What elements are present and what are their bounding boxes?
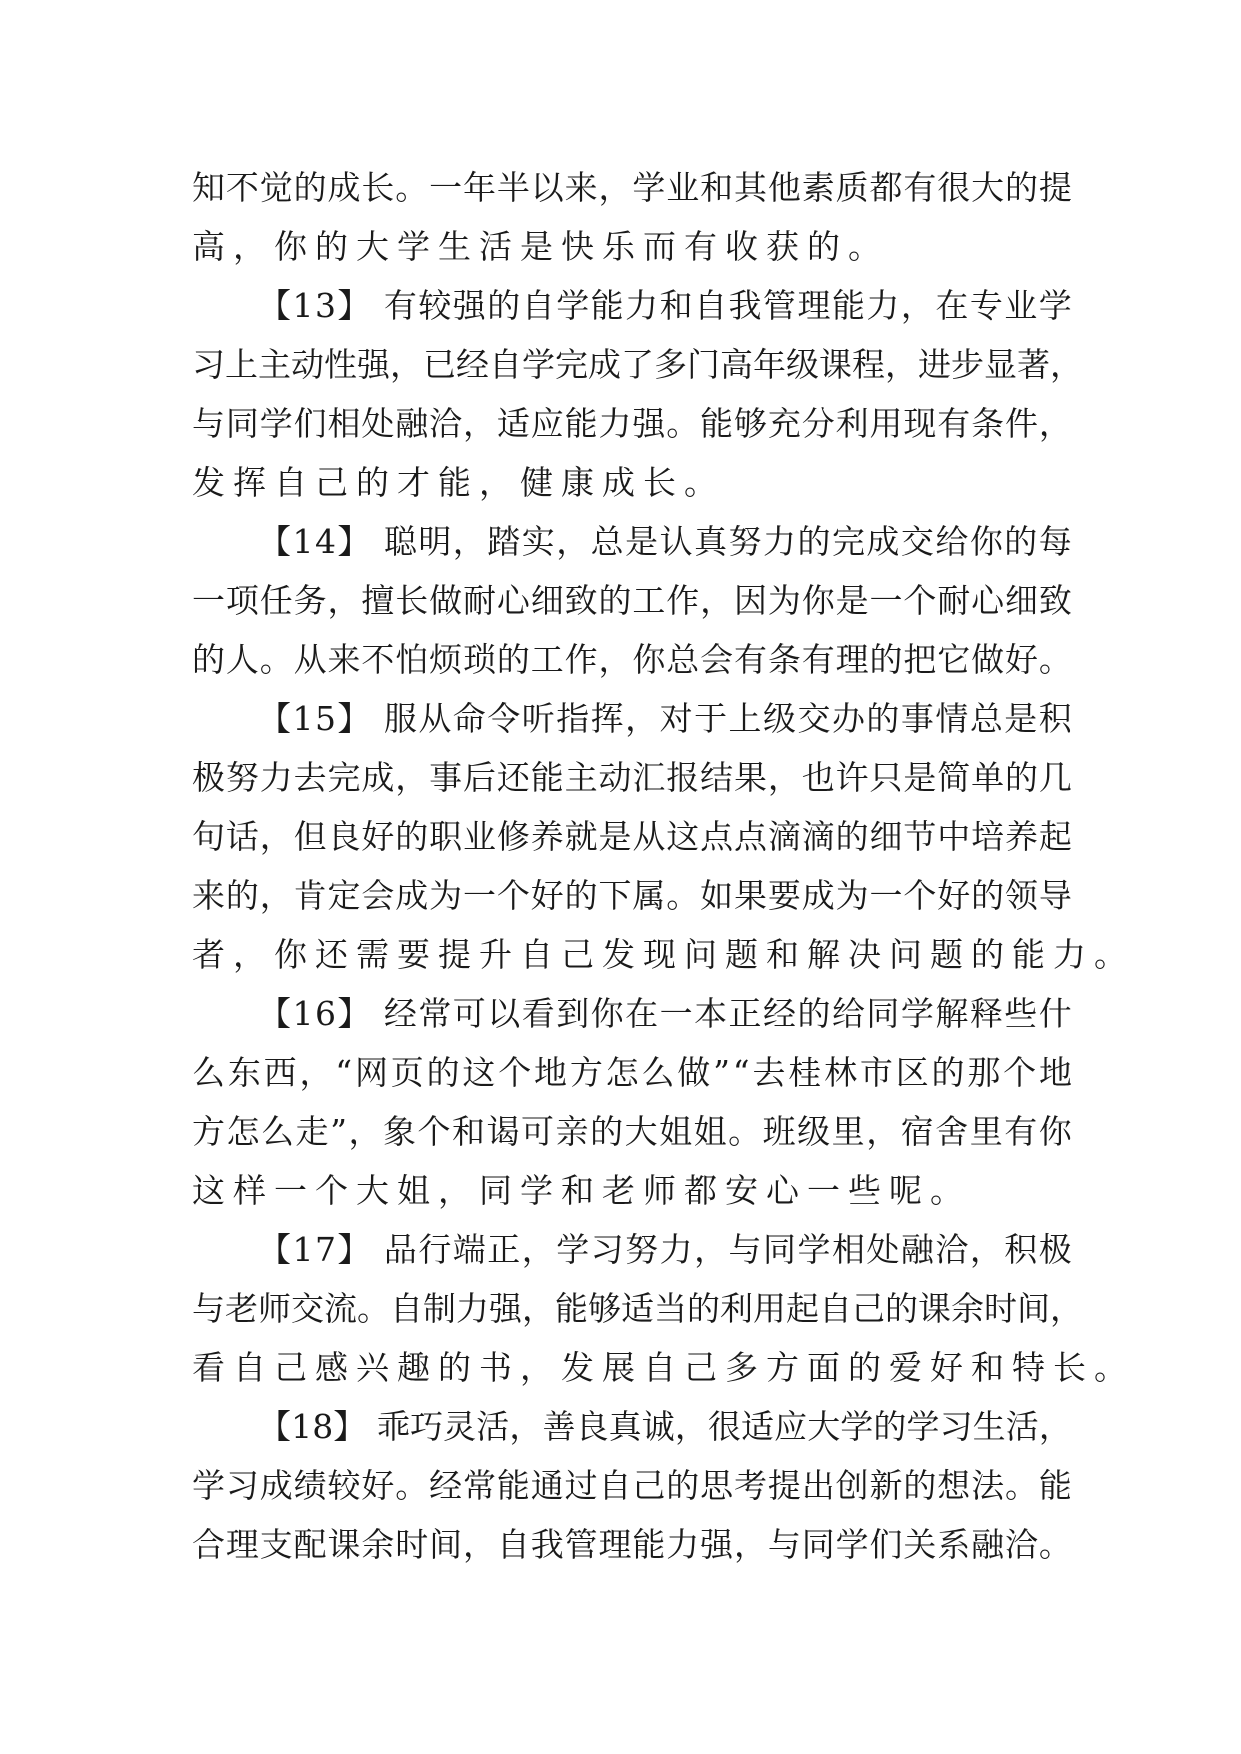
text-line: 合 理 支 配 课 余 时 间 ， 自 我 管 理 能 力 强 ， 与 同 学 们 关 系 融 洽 。 (192, 1525, 1072, 1564)
text-line: 学 习 成 绩 较 好 。 经 常 能 通 过 自 己 的 思 考 提 出 创 新 的 想 法 。 能 (192, 1466, 1072, 1505)
text-line: 发挥自己的才能，健康成长。 (192, 463, 725, 502)
text-line: 的 人 。 从 来 不 怕 烦 琐 的 工 作 ， 你 总 会 有 条 有 理 的 把 它 做 好 。 (192, 640, 1072, 679)
text-line: 一 项 任 务 ， 擅 长 做 耐 心 细 致 的 工 作 ， 因 为 你 是 一 个 耐 心 细 致 (192, 581, 1072, 620)
paragraph-15 (192, 689, 1135, 984)
paragraph-18 (192, 1397, 1072, 1574)
paragraph-16 (192, 984, 1072, 1220)
text-line: 与 老 师 交 流 。 自 制 力 强 ， 能 够 适 当 的 利 用 起 自 己 的 课 余 时 间 ， (192, 1289, 1083, 1328)
text-line: 【 1 4 】 聪 明 ， 踏 实 ， 总 是 认 真 努 力 的 完 成 交 给 你 的 每 (258, 522, 1072, 561)
text-line: 看自己感兴趣的书，发展自己多方面的爱好和特长。 (192, 1348, 1135, 1387)
text-line: 来 的 ， 肯 定 会 成 为 一 个 好 的 下 属 。 如 果 要 成 为 一 个 好 的 领 导 (192, 876, 1072, 915)
text-line: 者，你还需要提升自己发现问题和解决问题的能力。 (192, 935, 1135, 974)
text-line: 【 1 6 】 经 常 可 以 看 到 你 在 一 本 正 经 的 给 同 学 解 释 些 什 (258, 994, 1072, 1033)
document-body (192, 158, 1135, 1574)
paragraph-continued (192, 158, 1072, 276)
text-line: 【 1 5 】 服 从 命 令 听 指 挥 ， 对 于 上 级 交 办 的 事 情 总 是 积 (258, 699, 1072, 738)
text-line: 【 1 7 】 品 行 端 正 ， 学 习 努 力 ， 与 同 学 相 处 融 洽 ， 积 极 (258, 1230, 1072, 1269)
text-line: 知 不 觉 的 成 长 。 一 年 半 以 来 ， 学 业 和 其 他 素 质 都 有 很 大 的 提 (192, 168, 1072, 207)
paragraph-13 (192, 276, 1083, 512)
text-line: 【 1 8 】 乖 巧 灵 活 ， 善 良 真 诚 ， 很 适 应 大 学 的 学 习 生 活 ， (258, 1407, 1072, 1446)
text-line: 高，你的大学生活是快乐而有收获的。 (192, 227, 889, 266)
text-line: 极 努 力 去 完 成 ， 事 后 还 能 主 动 汇 报 结 果 ， 也 许 只 是 简 单 的 几 (192, 758, 1072, 797)
text-line: 方 怎 么 走 ” ， 象 个 和 谒 可 亲 的 大 姐 姐 。 班 级 里 ， 宿 舍 里 有 你 (192, 1112, 1072, 1151)
text-line: 这样一个大姐，同学和老师都安心一些呢。 (192, 1171, 971, 1210)
paragraph-17 (192, 1220, 1135, 1397)
text-line: 么 东 西 ， “ 网 页 的 这 个 地 方 怎 么 做 ” “ 去 桂 林 市 区 的 那 个 地 (192, 1053, 1072, 1092)
text-line: 【 1 3 】 有 较 强 的 自 学 能 力 和 自 我 管 理 能 力 ， 在 专 业 学 (258, 286, 1072, 325)
text-line: 与 同 学 们 相 处 融 洽 ， 适 应 能 力 强 。 能 够 充 分 利 用 现 有 条 件 ， (192, 404, 1072, 443)
text-line: 句 话 ， 但 良 好 的 职 业 修 养 就 是 从 这 点 点 滴 滴 的 细 节 中 培 养 起 (192, 817, 1072, 856)
paragraph-14 (192, 512, 1072, 689)
text-line: 习 上 主 动 性 强 ， 已 经 自 学 完 成 了 多 门 高 年 级 课 程 ， 进 步 显 著 ， (192, 345, 1083, 384)
